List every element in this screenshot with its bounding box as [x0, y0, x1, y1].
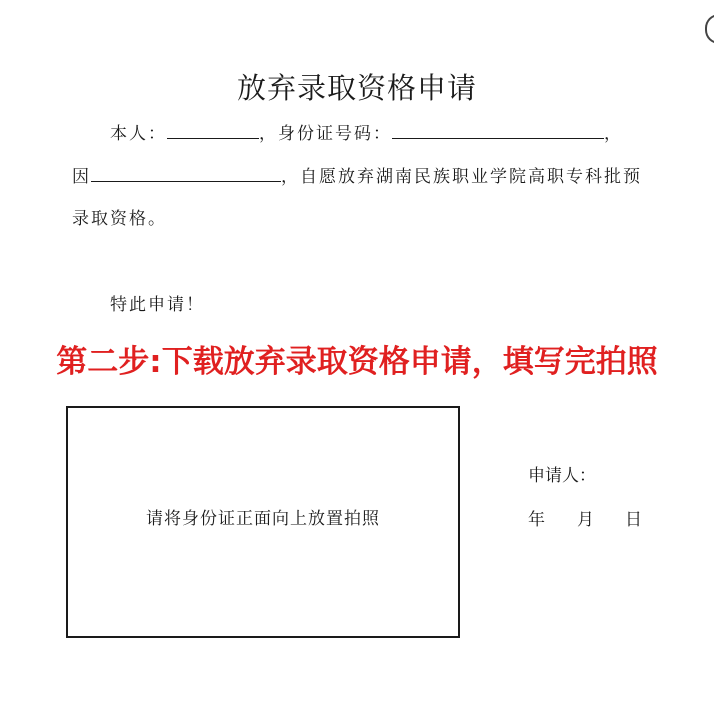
document-title: 放弃录取资格申请: [236, 71, 477, 105]
applicant-line: [110, 120, 623, 147]
date-day: 日: [625, 510, 642, 530]
step-banner: 第二步:下载放弃录取资格申请，填写完拍照: [56, 344, 658, 380]
id-number-label: ，身份证号码：: [259, 124, 392, 144]
id-photo-box: [66, 406, 460, 638]
edge-bracket-mark: [705, 14, 714, 44]
admission-text: 录取资格。: [72, 209, 167, 229]
id-number-blank[interactable]: [392, 120, 604, 139]
name-blank[interactable]: [167, 120, 259, 139]
reason-blank[interactable]: [91, 163, 281, 182]
applicant-label: 本人：: [110, 124, 167, 144]
closing-line: [110, 292, 205, 318]
date-year: 年: [528, 510, 545, 530]
applicant-signature-label: 申请人：: [528, 466, 596, 486]
admission-line: [72, 206, 167, 232]
date-month: 月: [577, 510, 594, 530]
photo-instruction: 请将身份证正面向上放置拍照: [146, 509, 380, 529]
reason-line: [72, 163, 642, 190]
reason-text: ，自愿放弃湖南民族职业学院高职专科批预: [281, 167, 642, 187]
closing-text: 特此申请！: [110, 295, 205, 315]
reason-label: 因: [72, 167, 91, 187]
line1-comma: ，: [604, 124, 623, 144]
